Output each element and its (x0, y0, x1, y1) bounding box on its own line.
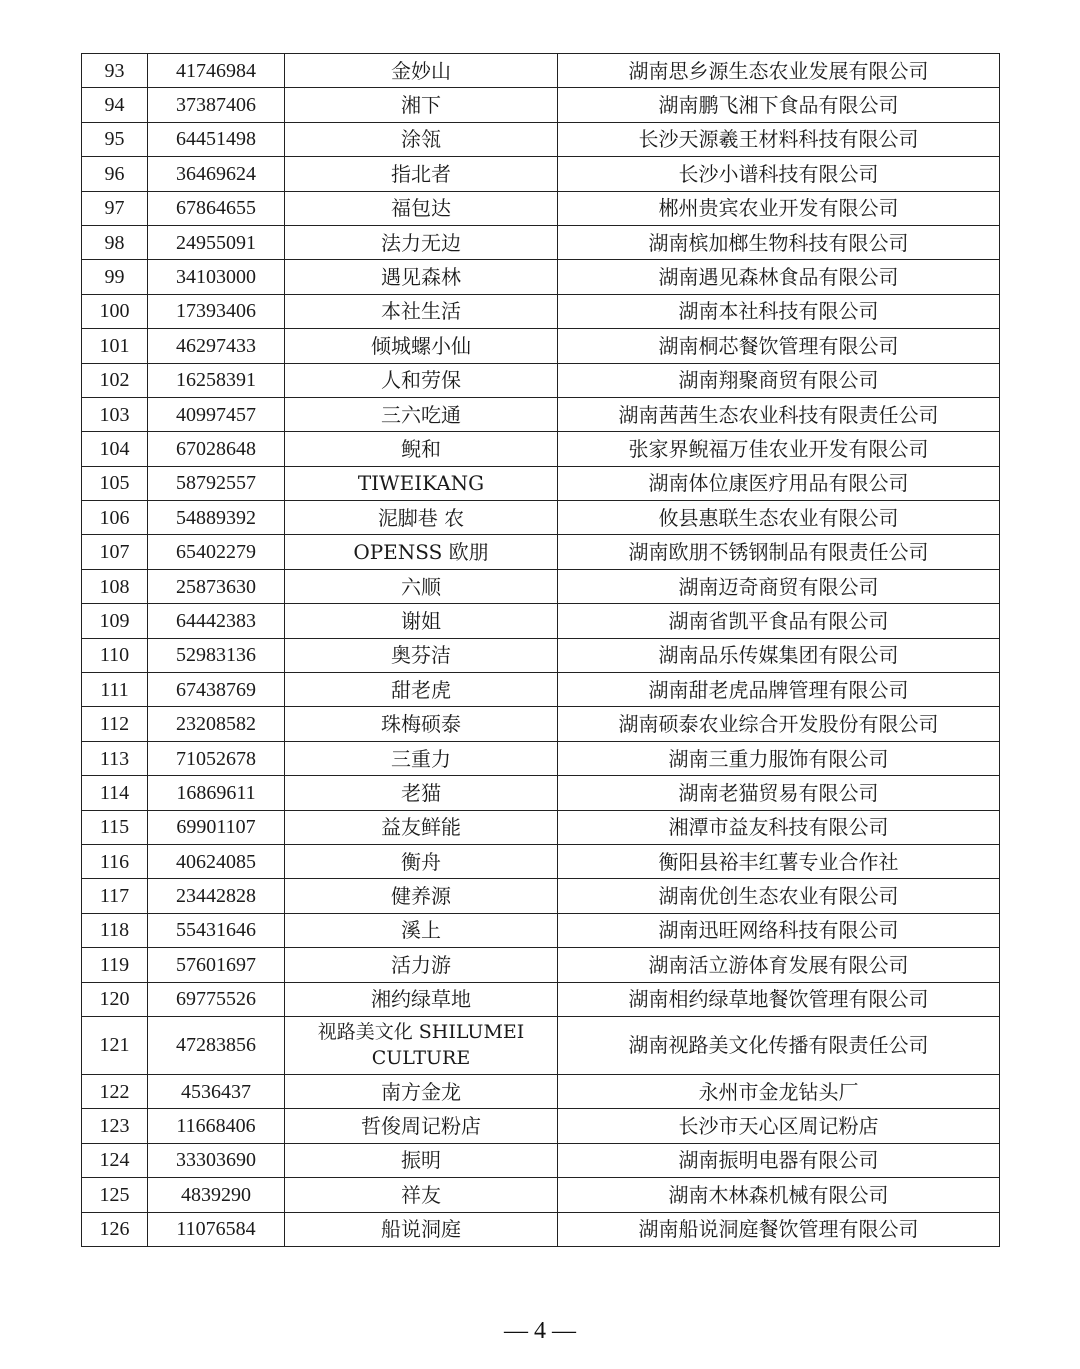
company-name-cell: 湖南硕泰农业综合开发股份有限公司 (558, 707, 1000, 741)
trademark-cell: 祥友 (285, 1178, 558, 1212)
row-number-cell: 115 (82, 810, 148, 844)
trademark-cell: 三重力 (285, 741, 558, 775)
registration-number-cell: 33303690 (148, 1143, 285, 1177)
row-number-cell: 96 (82, 157, 148, 191)
registration-number-cell: 41746984 (148, 54, 285, 88)
row-number-cell: 104 (82, 432, 148, 466)
row-number-cell: 97 (82, 191, 148, 225)
row-number-cell: 117 (82, 879, 148, 913)
table-row (82, 604, 1000, 638)
registration-number-cell: 52983136 (148, 638, 285, 672)
company-name-cell: 湖南船说洞庭餐饮管理有限公司 (558, 1212, 1000, 1246)
trademark-cell: 遇见森林 (285, 260, 558, 294)
registration-number-cell: 54889392 (148, 501, 285, 535)
trademark-cell: 六顺 (285, 569, 558, 603)
registration-number-cell: 11076584 (148, 1212, 285, 1246)
table-row (82, 260, 1000, 294)
company-name-cell: 湖南省凯平食品有限公司 (558, 604, 1000, 638)
trademark-cell: 鲵和 (285, 432, 558, 466)
company-name-cell: 湖南茜茜生态农业科技有限责任公司 (558, 397, 1000, 431)
row-number-cell: 93 (82, 54, 148, 88)
table-body (82, 54, 1000, 1247)
registration-number-cell: 58792557 (148, 466, 285, 500)
registration-number-cell: 4839290 (148, 1178, 285, 1212)
table-row (82, 1143, 1000, 1177)
trademark-cell: 人和劳保 (285, 363, 558, 397)
company-name-cell: 永州市金龙钻头厂 (558, 1074, 1000, 1108)
registration-number-cell: 40624085 (148, 844, 285, 878)
row-number-cell: 105 (82, 466, 148, 500)
row-number-cell: 103 (82, 397, 148, 431)
table-row (82, 397, 1000, 431)
trademark-cell: 甜老虎 (285, 673, 558, 707)
trademark-cell: 溪上 (285, 913, 558, 947)
row-number-cell: 94 (82, 88, 148, 122)
table-row (82, 844, 1000, 878)
table-row (82, 1016, 1000, 1074)
trademark-table (81, 53, 1000, 1247)
company-name-cell: 攸县惠联生态农业有限公司 (558, 501, 1000, 535)
trademark-cell: OPENSS 欧朋 (285, 535, 558, 569)
registration-number-cell: 34103000 (148, 260, 285, 294)
row-number-cell: 121 (82, 1016, 148, 1074)
table-row (82, 157, 1000, 191)
trademark-cell: 法力无边 (285, 225, 558, 259)
row-number-cell: 99 (82, 260, 148, 294)
company-name-cell: 长沙市天心区周记粉店 (558, 1109, 1000, 1143)
table-row (82, 879, 1000, 913)
company-name-cell: 衡阳县裕丰红薯专业合作社 (558, 844, 1000, 878)
company-name-cell: 湖南本社科技有限公司 (558, 294, 1000, 328)
table-row (82, 1212, 1000, 1246)
row-number-cell: 98 (82, 225, 148, 259)
company-name-cell: 湘潭市益友科技有限公司 (558, 810, 1000, 844)
company-name-cell: 湖南欧朋不锈钢制品有限责任公司 (558, 535, 1000, 569)
table-row (82, 466, 1000, 500)
trademark-cell: 倾城螺小仙 (285, 329, 558, 363)
registration-number-cell: 65402279 (148, 535, 285, 569)
company-name-cell: 湖南品乐传媒集团有限公司 (558, 638, 1000, 672)
registration-number-cell: 25873630 (148, 569, 285, 603)
table-row (82, 88, 1000, 122)
row-number-cell: 112 (82, 707, 148, 741)
trademark-cell: 南方金龙 (285, 1074, 558, 1108)
trademark-cell: 指北者 (285, 157, 558, 191)
table-row (82, 638, 1000, 672)
table-row (82, 501, 1000, 535)
company-name-cell: 湖南遇见森林食品有限公司 (558, 260, 1000, 294)
registration-number-cell: 69901107 (148, 810, 285, 844)
table-row (82, 294, 1000, 328)
registration-number-cell: 36469624 (148, 157, 285, 191)
row-number-cell: 118 (82, 913, 148, 947)
table-row (82, 122, 1000, 156)
table-row (82, 948, 1000, 982)
company-name-cell: 湖南桐芯餐饮管理有限公司 (558, 329, 1000, 363)
registration-number-cell: 69775526 (148, 982, 285, 1016)
trademark-cell: 湘约绿草地 (285, 982, 558, 1016)
trademark-cell: 船说洞庭 (285, 1212, 558, 1246)
registration-number-cell: 46297433 (148, 329, 285, 363)
table-row (82, 54, 1000, 88)
row-number-cell: 124 (82, 1143, 148, 1177)
company-name-cell: 湖南木林森机械有限公司 (558, 1178, 1000, 1212)
table-row (82, 707, 1000, 741)
trademark-cell: 衡舟 (285, 844, 558, 878)
registration-number-cell: 17393406 (148, 294, 285, 328)
trademark-cell: 视路美文化 SHILUMEI CULTURE (285, 1016, 558, 1074)
table-row (82, 913, 1000, 947)
company-name-cell: 湖南优创生态农业有限公司 (558, 879, 1000, 913)
row-number-cell: 119 (82, 948, 148, 982)
table-row (82, 432, 1000, 466)
registration-number-cell: 37387406 (148, 88, 285, 122)
registration-number-cell: 71052678 (148, 741, 285, 775)
table-row (82, 776, 1000, 810)
row-number-cell: 108 (82, 569, 148, 603)
registration-number-cell: 47283856 (148, 1016, 285, 1074)
row-number-cell: 106 (82, 501, 148, 535)
table-row (82, 225, 1000, 259)
row-number-cell: 114 (82, 776, 148, 810)
row-number-cell: 102 (82, 363, 148, 397)
row-number-cell: 125 (82, 1178, 148, 1212)
registration-number-cell: 11668406 (148, 1109, 285, 1143)
trademark-cell: 泥脚巷 农 (285, 501, 558, 535)
registration-number-cell: 16258391 (148, 363, 285, 397)
table-row (82, 1178, 1000, 1212)
table-row (82, 810, 1000, 844)
table-row (82, 1074, 1000, 1108)
trademark-cell: 珠梅硕泰 (285, 707, 558, 741)
company-name-cell: 长沙小谱科技有限公司 (558, 157, 1000, 191)
company-name-cell: 湖南迈奇商贸有限公司 (558, 569, 1000, 603)
registration-number-cell: 40997457 (148, 397, 285, 431)
trademark-cell: 本社生活 (285, 294, 558, 328)
company-name-cell: 湖南迅旺网络科技有限公司 (558, 913, 1000, 947)
row-number-cell: 126 (82, 1212, 148, 1246)
registration-number-cell: 64442383 (148, 604, 285, 638)
registration-number-cell: 67028648 (148, 432, 285, 466)
row-number-cell: 116 (82, 844, 148, 878)
row-number-cell: 109 (82, 604, 148, 638)
trademark-cell: 谢姐 (285, 604, 558, 638)
table-row (82, 363, 1000, 397)
registration-number-cell: 57601697 (148, 948, 285, 982)
registration-number-cell: 16869611 (148, 776, 285, 810)
row-number-cell: 113 (82, 741, 148, 775)
company-name-cell: 张家界鲵福万佳农业开发有限公司 (558, 432, 1000, 466)
trademark-cell: 老猫 (285, 776, 558, 810)
company-name-cell: 湖南槟加榔生物科技有限公司 (558, 225, 1000, 259)
trademark-cell: 金妙山 (285, 54, 558, 88)
registration-number-cell: 23208582 (148, 707, 285, 741)
trademark-cell: 益友鲜能 (285, 810, 558, 844)
registration-number-cell: 67864655 (148, 191, 285, 225)
trademark-cell: 湘下 (285, 88, 558, 122)
registration-number-cell: 67438769 (148, 673, 285, 707)
registration-number-cell: 24955091 (148, 225, 285, 259)
row-number-cell: 110 (82, 638, 148, 672)
trademark-cell: 活力游 (285, 948, 558, 982)
trademark-cell: 哲俊周记粉店 (285, 1109, 558, 1143)
trademark-cell: 三六吃通 (285, 397, 558, 431)
table-row (82, 1109, 1000, 1143)
row-number-cell: 101 (82, 329, 148, 363)
company-name-cell: 湖南相约绿草地餐饮管理有限公司 (558, 982, 1000, 1016)
trademark-cell: 健养源 (285, 879, 558, 913)
trademark-cell: 涂瓴 (285, 122, 558, 156)
trademark-cell: 奥芬洁 (285, 638, 558, 672)
company-name-cell: 湖南三重力服饰有限公司 (558, 741, 1000, 775)
table-row (82, 741, 1000, 775)
trademark-cell: 福包达 (285, 191, 558, 225)
registration-number-cell: 23442828 (148, 879, 285, 913)
row-number-cell: 95 (82, 122, 148, 156)
page-number: — 4 — (504, 1318, 576, 1344)
row-number-cell: 123 (82, 1109, 148, 1143)
registration-number-cell: 55431646 (148, 913, 285, 947)
table-row (82, 569, 1000, 603)
company-name-cell: 湖南视路美文化传播有限责任公司 (558, 1016, 1000, 1074)
row-number-cell: 120 (82, 982, 148, 1016)
registration-number-cell: 64451498 (148, 122, 285, 156)
table-row (82, 191, 1000, 225)
company-name-cell: 湖南翔聚商贸有限公司 (558, 363, 1000, 397)
company-name-cell: 湖南鹏飞湘下食品有限公司 (558, 88, 1000, 122)
table-row (82, 535, 1000, 569)
company-name-cell: 长沙天源羲王材料科技有限公司 (558, 122, 1000, 156)
row-number-cell: 100 (82, 294, 148, 328)
company-name-cell: 湖南振明电器有限公司 (558, 1143, 1000, 1177)
company-name-cell: 湖南活立游体育发展有限公司 (558, 948, 1000, 982)
table-row (82, 982, 1000, 1016)
company-name-cell: 湖南老猫贸易有限公司 (558, 776, 1000, 810)
trademark-cell: TIWEIKANG (285, 466, 558, 500)
company-name-cell: 郴州贵宾农业开发有限公司 (558, 191, 1000, 225)
row-number-cell: 111 (82, 673, 148, 707)
table-row (82, 673, 1000, 707)
trademark-cell: 振明 (285, 1143, 558, 1177)
company-name-cell: 湖南体位康医疗用品有限公司 (558, 466, 1000, 500)
company-name-cell: 湖南甜老虎品牌管理有限公司 (558, 673, 1000, 707)
table-row (82, 329, 1000, 363)
row-number-cell: 122 (82, 1074, 148, 1108)
row-number-cell: 107 (82, 535, 148, 569)
registration-number-cell: 4536437 (148, 1074, 285, 1108)
company-name-cell: 湖南思乡源生态农业发展有限公司 (558, 54, 1000, 88)
